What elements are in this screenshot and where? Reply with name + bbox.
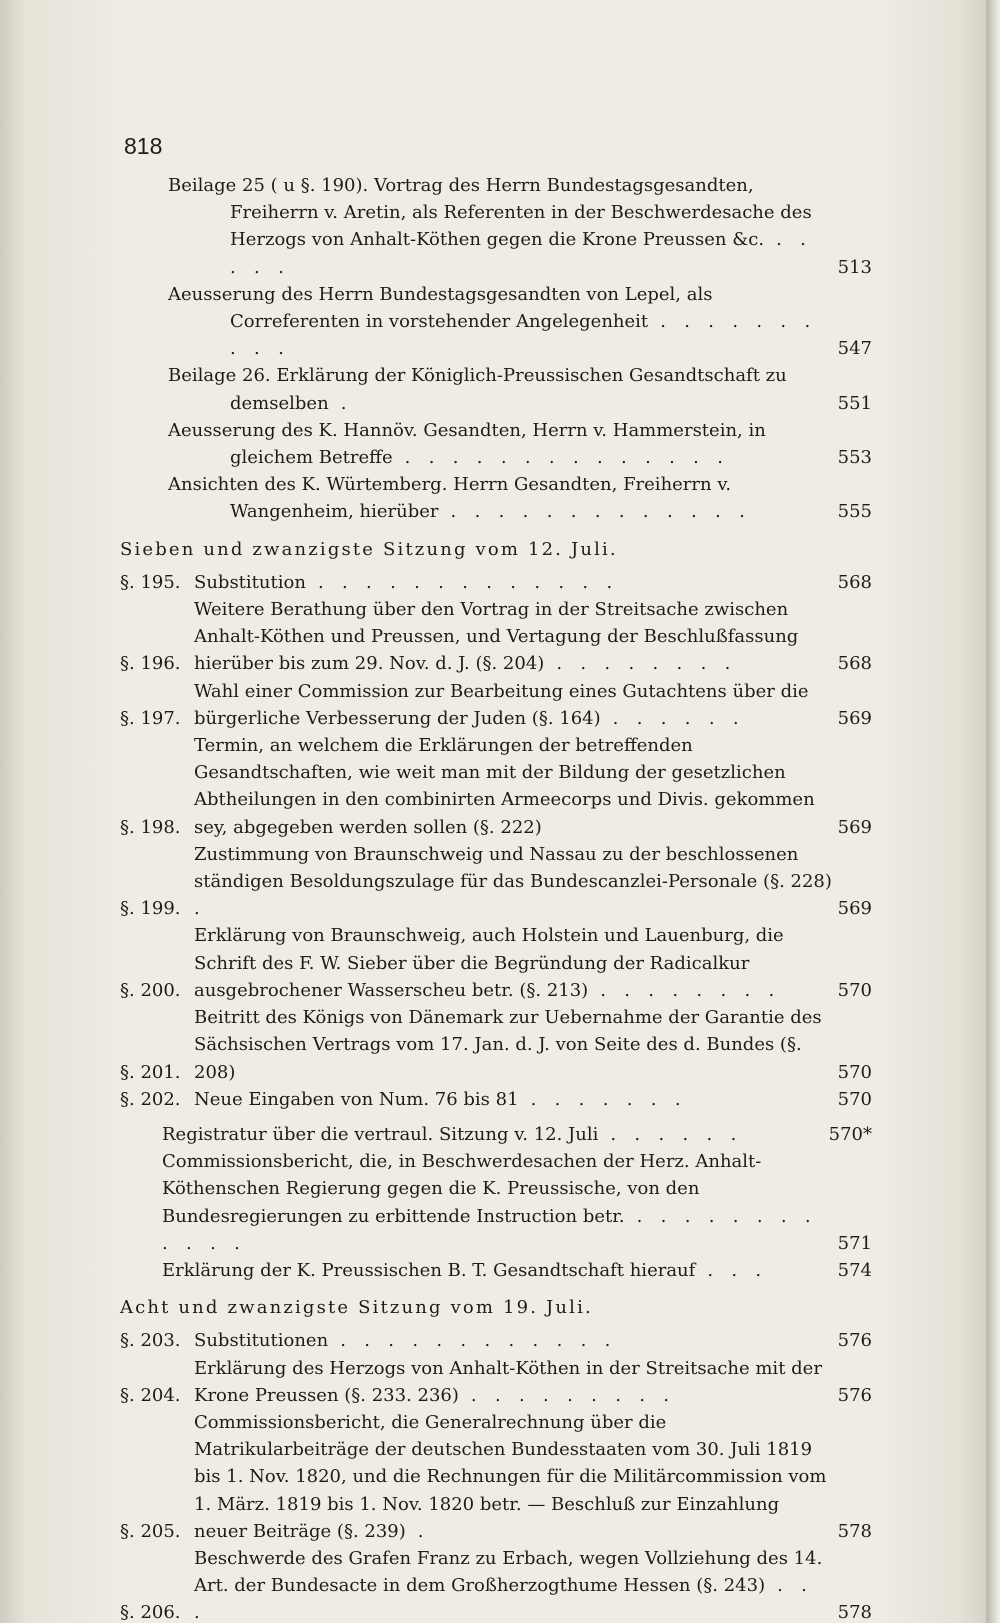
entry-text: Zustimmung von Braunschweig und Nassau zu der beschlossenen ständigen Besoldungszulage für das Bundescanzlei-Personale (§. 228) bbox=[194, 843, 832, 893]
section-number: §. 206. bbox=[120, 1602, 181, 1623]
session-heading bbox=[120, 1294, 872, 1321]
toc-entry bbox=[120, 569, 872, 596]
entry-text: Beilage 26. Erklärung der Königlich-Preussischen Gesandtschaft zu demselben bbox=[168, 365, 787, 414]
entry-text-block bbox=[120, 536, 834, 563]
page-number: 818 bbox=[124, 133, 163, 159]
entry-text-block bbox=[194, 1086, 834, 1113]
entry-text-block bbox=[194, 1545, 834, 1623]
toc-entry bbox=[120, 1409, 872, 1545]
leader-dots: . . . . . . . . bbox=[544, 653, 737, 675]
toc-entry bbox=[120, 1121, 872, 1148]
page-reference: 576 bbox=[837, 1330, 872, 1352]
section-number: §. 205. bbox=[120, 1520, 181, 1542]
entry-text: Beitritt des Königs von Dänemark zur Uebernahme der Garantie des Sächsischen Vertrags vom 17. Jan. d. J. von Seite des d. Bundes (§. 208) bbox=[194, 1007, 822, 1083]
entry-text-block bbox=[194, 1355, 834, 1409]
table-of-contents bbox=[120, 172, 872, 1623]
section-number: §. 200. bbox=[120, 979, 181, 1001]
section-number: §. 201. bbox=[120, 1061, 181, 1083]
leader-dots: . . . . . . . . . . . . . bbox=[305, 571, 619, 593]
leader-dots: . . . . . . . bbox=[518, 1088, 687, 1110]
entry-text: Commissionsbericht, die, in Beschwerdesachen der Herz. Anhalt-Köthenschen Regierung gegen die K. Preussische, von den Bundesregierungen zu erbittende Instruction betr. bbox=[162, 1151, 762, 1227]
toc-entry bbox=[120, 1148, 872, 1257]
toc-entry bbox=[120, 1327, 872, 1354]
entry-text-block bbox=[168, 172, 834, 281]
entry-text: Substitution bbox=[194, 571, 306, 593]
page-reference: 555 bbox=[837, 501, 872, 523]
entry-text: Neue Eingaben von Num. 76 bis 81 bbox=[194, 1088, 519, 1110]
entry-text: Weitere Berathung über den Vortrag in der Streitsache zwischen Anhalt-Köthen und Preussen, und Vertagung der Beschlußfassung hierüber bis zum 29. Nov. d. J. (§. 204) bbox=[194, 599, 799, 675]
leader-dots: . . . . . . . . bbox=[588, 979, 781, 1001]
entry-text-block bbox=[194, 569, 834, 596]
entry-text-block bbox=[194, 678, 834, 732]
section-number: §. 196. bbox=[120, 653, 181, 675]
page-reference: 570 bbox=[837, 1061, 872, 1083]
entry-text: Aeusserung des Herrn Bundestagsgesandten von Lepel, als Correferenten in vorstehender Angelegenheit bbox=[168, 283, 713, 333]
toc-entry bbox=[120, 1355, 872, 1409]
entry-text-block bbox=[194, 1409, 834, 1545]
entry-text-block bbox=[168, 417, 834, 471]
page-reference: 513 bbox=[837, 256, 872, 278]
toc-entry bbox=[120, 922, 872, 1004]
leader-dots: . bbox=[405, 1520, 430, 1542]
entry-text: Ansichten des K. Würtemberg. Herrn Gesandten, Freiherrn v. Wangenheim, hierüber bbox=[168, 474, 732, 523]
toc-entry bbox=[120, 471, 872, 525]
entry-text-block bbox=[168, 471, 834, 525]
entry-text-block bbox=[168, 281, 834, 363]
section-number: §. 195. bbox=[120, 571, 181, 593]
entry-text-block bbox=[194, 732, 834, 841]
entry-text-block bbox=[162, 1148, 834, 1257]
toc-entry bbox=[120, 1004, 872, 1086]
page-reference: 570 bbox=[837, 1088, 872, 1110]
page-reference: 569 bbox=[837, 898, 872, 920]
entry-text: Wahl einer Commission zur Bearbeitung eines Gutachtens über die bürgerliche Verbesserung der Juden (§. 164) bbox=[194, 680, 809, 729]
leader-dots: . . . . . . bbox=[598, 1123, 743, 1145]
entry-text-block bbox=[194, 1004, 834, 1086]
leader-dots: . . . . . . . . . bbox=[458, 1384, 676, 1406]
leader-dots: . . . . . . bbox=[600, 707, 745, 729]
page-reference: 553 bbox=[837, 447, 872, 469]
entry-text: Aeusserung des K. Hannöv. Gesandten, Herrn v. Hammerstein, in gleichem Betreffe bbox=[168, 419, 766, 469]
leader-dots: . . . bbox=[695, 1259, 768, 1281]
entry-text: Erklärung des Herzogs von Anhalt-Köthen in der Streitsache mit der Krone Preussen (§. 233. 236) bbox=[194, 1357, 822, 1406]
page-reference: 576 bbox=[837, 1384, 872, 1406]
section-number: §. 203. bbox=[120, 1330, 181, 1352]
entry-text-block bbox=[168, 362, 834, 416]
entry-text: Substitutionen bbox=[194, 1330, 329, 1352]
page-reference: 570* bbox=[828, 1123, 872, 1145]
entry-text: Acht und zwanzigste Sitzung vom 19. Juli. bbox=[120, 1297, 593, 1319]
entry-text: Commissionsbericht, die Generalrechnung über die Matrikularbeiträge der deutschen Bundesstaaten vom 30. Juli 1819 bis 1. Nov. 1820, und die Rechnungen für die Militärcommission vom 1. März. 1819 bis 1. Nov. 1820 betr. — Beschluß zur Einzahlung neuer Beiträge (§. 239) bbox=[194, 1411, 827, 1542]
toc-entry bbox=[120, 362, 872, 416]
entry-text: Sieben und zwanzigste Sitzung vom 12. Juli. bbox=[120, 538, 618, 560]
page-reference: 570 bbox=[837, 979, 872, 1001]
toc-entry bbox=[120, 596, 872, 678]
leader-dots: . . . . . . . . . . . . . bbox=[438, 501, 752, 523]
section-number: §. 198. bbox=[120, 816, 181, 838]
page-reference: 568 bbox=[837, 653, 872, 675]
page-reference: 578 bbox=[837, 1520, 872, 1542]
leader-dots: . . . . . . . . . . . . bbox=[162, 1205, 817, 1254]
entry-text: Termin, an welchem die Erklärungen der betreffenden Gesandtschaften, wie weit man mit der Bildung der gesetzlichen Abtheilungen in den combinirten Armeecorps und Divis. gekommen sey, abgegeben werden sollen (§. 222) bbox=[194, 735, 815, 838]
entry-text-block bbox=[194, 1327, 834, 1354]
section-number: §. 204. bbox=[120, 1384, 181, 1406]
leader-dots: . . . . . . . . . . bbox=[230, 311, 817, 360]
leader-dots: . bbox=[194, 898, 207, 920]
entry-text-block bbox=[194, 841, 834, 923]
leader-dots: . bbox=[328, 392, 353, 414]
leader-dots: . . . . . bbox=[230, 229, 813, 278]
leader-dots: . . . . . . . . . . . . . . bbox=[392, 447, 730, 469]
section-number: §. 197. bbox=[120, 707, 181, 729]
entry-text-block bbox=[194, 596, 834, 678]
page-reference: 574 bbox=[837, 1259, 872, 1281]
toc-entry bbox=[120, 841, 872, 923]
toc-entry bbox=[120, 1257, 872, 1284]
toc-entry bbox=[120, 172, 872, 281]
entry-text: Registratur über die vertraul. Sitzung v. 12. Juli bbox=[162, 1123, 599, 1145]
page-reference: 551 bbox=[837, 392, 872, 414]
page-reference: 569 bbox=[837, 816, 872, 838]
entry-text: Erklärung der K. Preussischen B. T. Gesandtschaft hierauf bbox=[162, 1259, 696, 1281]
entry-text-block bbox=[194, 922, 834, 1004]
toc-entry bbox=[120, 732, 872, 841]
toc-entry bbox=[120, 678, 872, 732]
page-reference: 571 bbox=[837, 1232, 872, 1254]
toc-entry bbox=[120, 1545, 872, 1623]
entry-text: Erklärung von Braunschweig, auch Holstein und Lauenburg, die Schrift des F. W. Sieber über die Begründung der Radicalkur ausgebrochener Wasserscheu betr. (§. 213) bbox=[194, 925, 784, 1001]
entry-text: Beilage 25 ( u §. 190). Vortrag des Herrn Bundestagsgesandten, Freiherrn v. Aretin, als Referenten in der Beschwerdesache des Herzogs von Anhalt-Köthen gegen die Krone Preussen &c. bbox=[168, 175, 812, 251]
entry-text-block bbox=[120, 1294, 834, 1321]
page-reference: 569 bbox=[837, 707, 872, 729]
page-spine-edge bbox=[986, 0, 1000, 1623]
toc-entry bbox=[120, 281, 872, 363]
page-reference: 568 bbox=[837, 571, 872, 593]
page-reference: 547 bbox=[837, 338, 872, 360]
section-number: §. 199. bbox=[120, 898, 181, 920]
section-number: §. 202. bbox=[120, 1088, 181, 1110]
page-reference: 578 bbox=[837, 1602, 872, 1623]
entry-text-block bbox=[162, 1257, 834, 1284]
entry-text-block bbox=[162, 1121, 829, 1148]
session-heading bbox=[120, 536, 872, 563]
leader-dots: . . . . . . . . . . . . bbox=[328, 1330, 617, 1352]
toc-entry bbox=[120, 1086, 872, 1113]
toc-entry bbox=[120, 417, 872, 471]
entry-text: Beschwerde des Grafen Franz zu Erbach, wegen Vollziehung des 14. Art. der Bundesacte in dem Großherzogthume Hessen (§. 243) bbox=[194, 1547, 823, 1597]
leader-dots: . . . bbox=[194, 1575, 814, 1623]
